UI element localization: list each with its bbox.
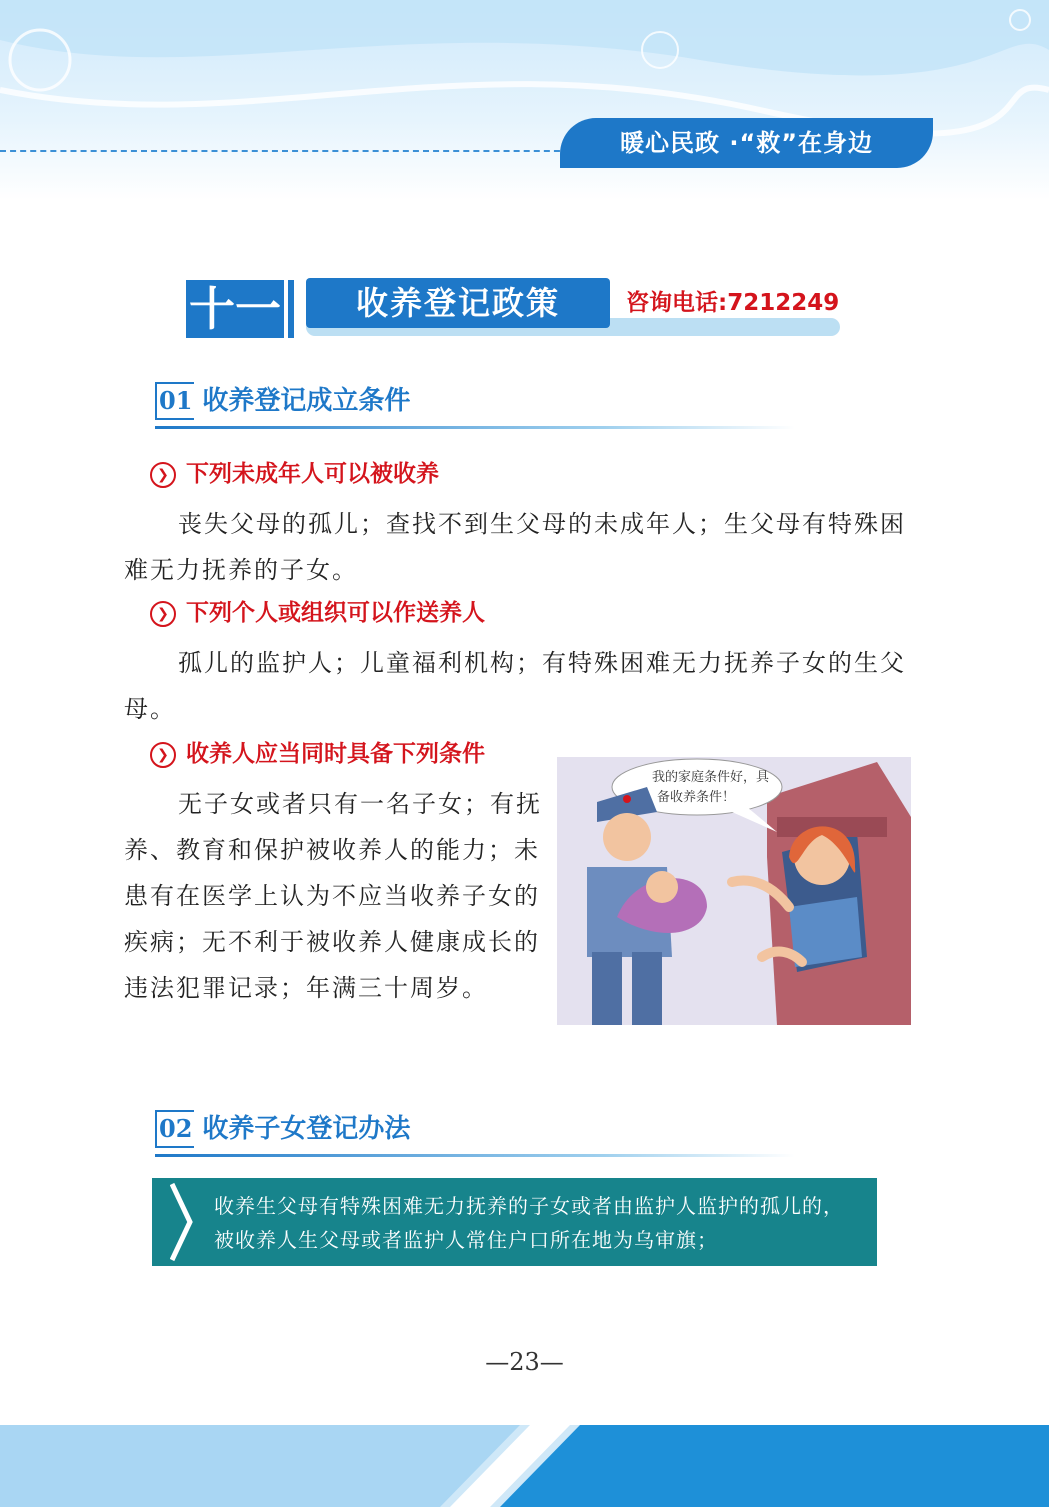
section-number: 十一	[186, 280, 284, 338]
footer-band	[0, 1425, 1049, 1507]
part1-underline	[155, 426, 795, 429]
registration-text: 收养生父母有特殊困难无力抚养的子女或者由监护人监护的孤儿的，被收养人生父母或者监护人常住户口所在地为乌审旗；	[214, 1194, 844, 1252]
chevron-right-icon: ❯	[150, 601, 176, 627]
header-dashed-line	[0, 150, 570, 152]
section-title: 收养登记政策	[306, 278, 610, 328]
illustration-drawing	[557, 757, 911, 1025]
adoption-illustration	[557, 757, 911, 1025]
chevron-right-icon: ❯	[150, 462, 176, 488]
part2-underline	[155, 1154, 795, 1157]
part1-number: 01	[155, 382, 194, 420]
item2-text: 孤儿的监护人；儿童福利机构；有特殊困难无力抚养子女的生父母。	[124, 649, 906, 723]
part1-heading	[155, 382, 795, 422]
header-waves	[0, 0, 1049, 200]
speech-line1: 我的家庭条件好，具	[652, 770, 770, 785]
item1-text: 丧失父母的孤儿；查找不到生父母的未成年人；生父母有特殊困难无力抚养的子女。	[124, 510, 906, 584]
hotline: 咨询电话:7212249	[626, 290, 840, 316]
footer-graphic	[0, 1425, 1049, 1507]
item1-heading	[150, 457, 439, 491]
chevron-right-icon: ❯	[150, 742, 176, 768]
item3-text: 无子女或者只有一名子女；有抚养、教育和保护被收养人的能力；未患有在医学上认为不应当收养子女的疾病；无不利于被收养人健康成长的违法犯罪记录；年满三十周岁。	[124, 790, 542, 1002]
item2-heading-text: 下列个人或组织可以作送养人	[186, 600, 485, 626]
part1-title: 收养登记成立条件	[202, 386, 411, 416]
speech-line2: 备收养条件！	[657, 790, 736, 805]
header-banner	[0, 0, 1049, 200]
part2-title: 收养子女登记办法	[202, 1114, 411, 1144]
chevron-right-icon	[170, 1182, 194, 1262]
part2-heading	[155, 1110, 795, 1150]
page-number: —23—	[485, 1348, 564, 1376]
item3-heading-text: 收养人应当同时具备下列条件	[186, 741, 485, 767]
header-tagline: 暖心民政 ·“救”在身边	[560, 118, 933, 168]
item2-heading	[150, 596, 485, 630]
item3-heading	[150, 737, 485, 771]
section-divider-bar	[288, 280, 294, 338]
item1-heading-text: 下列未成年人可以被收养	[186, 461, 439, 487]
part2-number: 02	[155, 1110, 194, 1148]
